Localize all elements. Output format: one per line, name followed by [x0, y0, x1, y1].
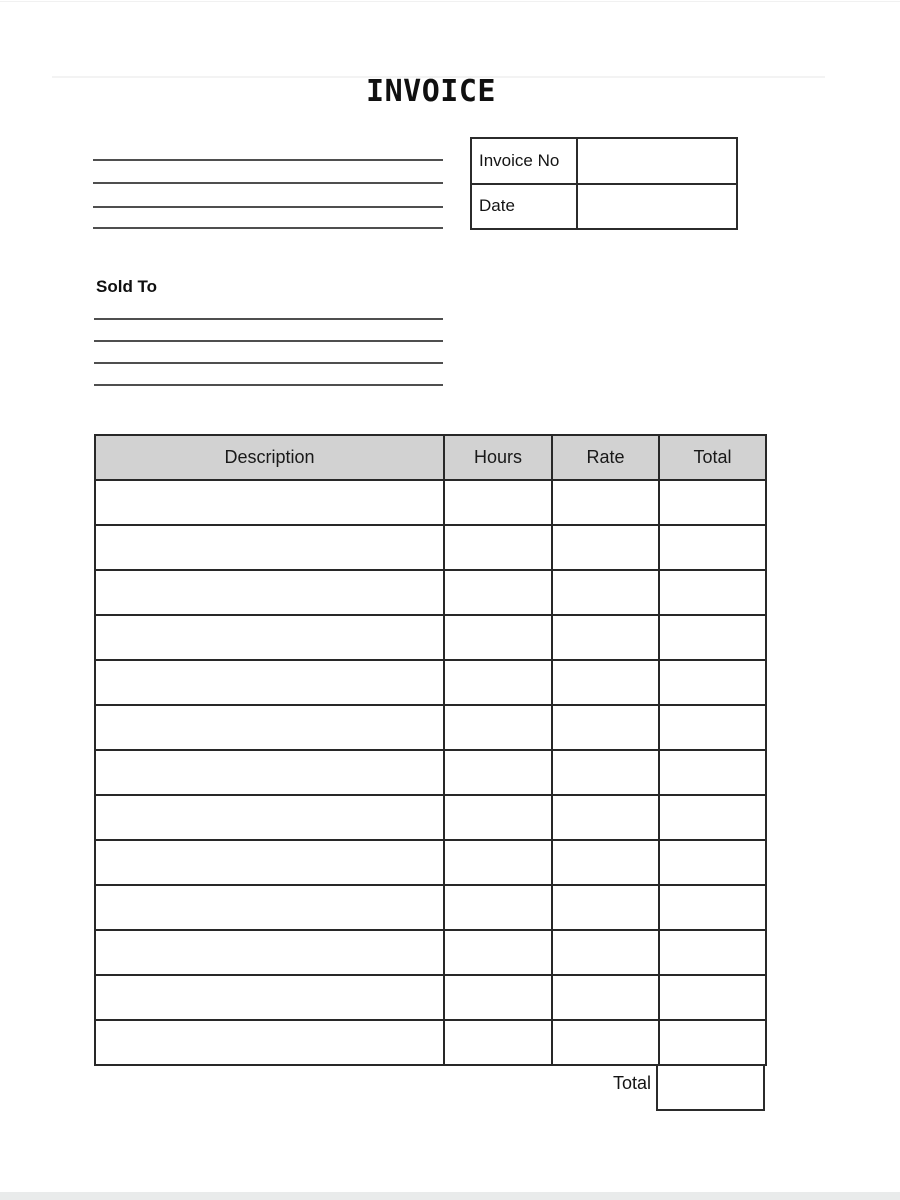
item-row: [95, 1020, 766, 1065]
item-cell-description[interactable]: [95, 525, 444, 570]
item-row: [95, 525, 766, 570]
item-row: [95, 615, 766, 660]
item-cell-total[interactable]: [659, 480, 766, 525]
item-cell-rate[interactable]: [552, 840, 659, 885]
item-cell-description[interactable]: [95, 570, 444, 615]
address-fill-line[interactable]: [93, 159, 443, 161]
item-row: [95, 885, 766, 930]
item-cell-description[interactable]: [95, 480, 444, 525]
top-hairline: [0, 1, 900, 2]
item-cell-rate[interactable]: [552, 705, 659, 750]
sold-to-fill-line[interactable]: [94, 318, 443, 320]
item-cell-rate[interactable]: [552, 930, 659, 975]
address-fill-line[interactable]: [93, 182, 443, 184]
item-cell-hours[interactable]: [444, 525, 552, 570]
item-cell-total[interactable]: [659, 930, 766, 975]
item-cell-total[interactable]: [659, 885, 766, 930]
item-cell-description[interactable]: [95, 795, 444, 840]
item-cell-rate[interactable]: [552, 885, 659, 930]
item-cell-hours[interactable]: [444, 705, 552, 750]
item-cell-description[interactable]: [95, 840, 444, 885]
table-header-row: [95, 435, 766, 480]
item-row: [95, 570, 766, 615]
items-body: [95, 480, 766, 1065]
item-cell-rate[interactable]: [552, 480, 659, 525]
sold-to-fill-line[interactable]: [94, 384, 443, 386]
item-cell-hours[interactable]: [444, 1020, 552, 1065]
address-fill-line[interactable]: [93, 227, 443, 229]
date-label: Date: [472, 185, 578, 229]
invoice-no-row: [472, 139, 736, 185]
item-cell-hours[interactable]: [444, 885, 552, 930]
item-cell-total[interactable]: [659, 660, 766, 705]
item-row: [95, 660, 766, 705]
item-cell-description[interactable]: [95, 885, 444, 930]
grand-total-label: Total: [612, 1073, 651, 1093]
item-cell-hours[interactable]: [444, 480, 552, 525]
sold-to-fill-line[interactable]: [94, 362, 443, 364]
item-cell-description[interactable]: [95, 930, 444, 975]
item-row: [95, 705, 766, 750]
item-cell-description[interactable]: [95, 705, 444, 750]
item-cell-hours[interactable]: [444, 750, 552, 795]
line-items-table: [94, 434, 767, 1066]
item-cell-total[interactable]: [659, 795, 766, 840]
item-cell-total[interactable]: [659, 570, 766, 615]
item-cell-hours[interactable]: [444, 930, 552, 975]
item-cell-hours[interactable]: [444, 975, 552, 1020]
item-row: [95, 795, 766, 840]
item-cell-hours[interactable]: [444, 840, 552, 885]
item-row: [95, 930, 766, 975]
col-header-total: Total: [659, 435, 766, 480]
item-cell-total[interactable]: [659, 840, 766, 885]
invoice-no-value-field[interactable]: [578, 139, 736, 183]
page-title: INVOICE: [366, 74, 496, 109]
sold-to-fill-line[interactable]: [94, 340, 443, 342]
item-row: [95, 975, 766, 1020]
bottom-strip: [0, 1192, 900, 1200]
date-row: [472, 185, 736, 229]
item-cell-rate[interactable]: [552, 1020, 659, 1065]
item-cell-total[interactable]: [659, 525, 766, 570]
item-cell-description[interactable]: [95, 615, 444, 660]
item-cell-total[interactable]: [659, 1020, 766, 1065]
col-header-rate: Rate: [552, 435, 659, 480]
item-cell-total[interactable]: [659, 975, 766, 1020]
invoice-no-label: Invoice No: [472, 139, 578, 183]
item-cell-hours[interactable]: [444, 570, 552, 615]
invoice-meta-box: [470, 137, 738, 230]
grand-total-value-field[interactable]: [656, 1064, 765, 1111]
item-row: [95, 840, 766, 885]
item-cell-rate[interactable]: [552, 525, 659, 570]
item-cell-hours[interactable]: [444, 795, 552, 840]
item-cell-total[interactable]: [659, 615, 766, 660]
col-header-description: Description: [95, 435, 444, 480]
address-fill-line[interactable]: [93, 206, 443, 208]
item-cell-hours[interactable]: [444, 660, 552, 705]
item-cell-rate[interactable]: [552, 975, 659, 1020]
item-cell-rate[interactable]: [552, 615, 659, 660]
item-cell-total[interactable]: [659, 750, 766, 795]
sold-to-label: Sold To: [96, 277, 158, 296]
col-header-hours: Hours: [444, 435, 552, 480]
item-row: [95, 750, 766, 795]
item-cell-rate[interactable]: [552, 570, 659, 615]
item-cell-hours[interactable]: [444, 615, 552, 660]
item-cell-rate[interactable]: [552, 750, 659, 795]
date-value-field[interactable]: [578, 185, 736, 229]
item-cell-description[interactable]: [95, 1020, 444, 1065]
item-cell-total[interactable]: [659, 705, 766, 750]
item-cell-rate[interactable]: [552, 795, 659, 840]
item-cell-rate[interactable]: [552, 660, 659, 705]
item-row: [95, 480, 766, 525]
item-cell-description[interactable]: [95, 660, 444, 705]
item-cell-description[interactable]: [95, 975, 444, 1020]
item-cell-description[interactable]: [95, 750, 444, 795]
